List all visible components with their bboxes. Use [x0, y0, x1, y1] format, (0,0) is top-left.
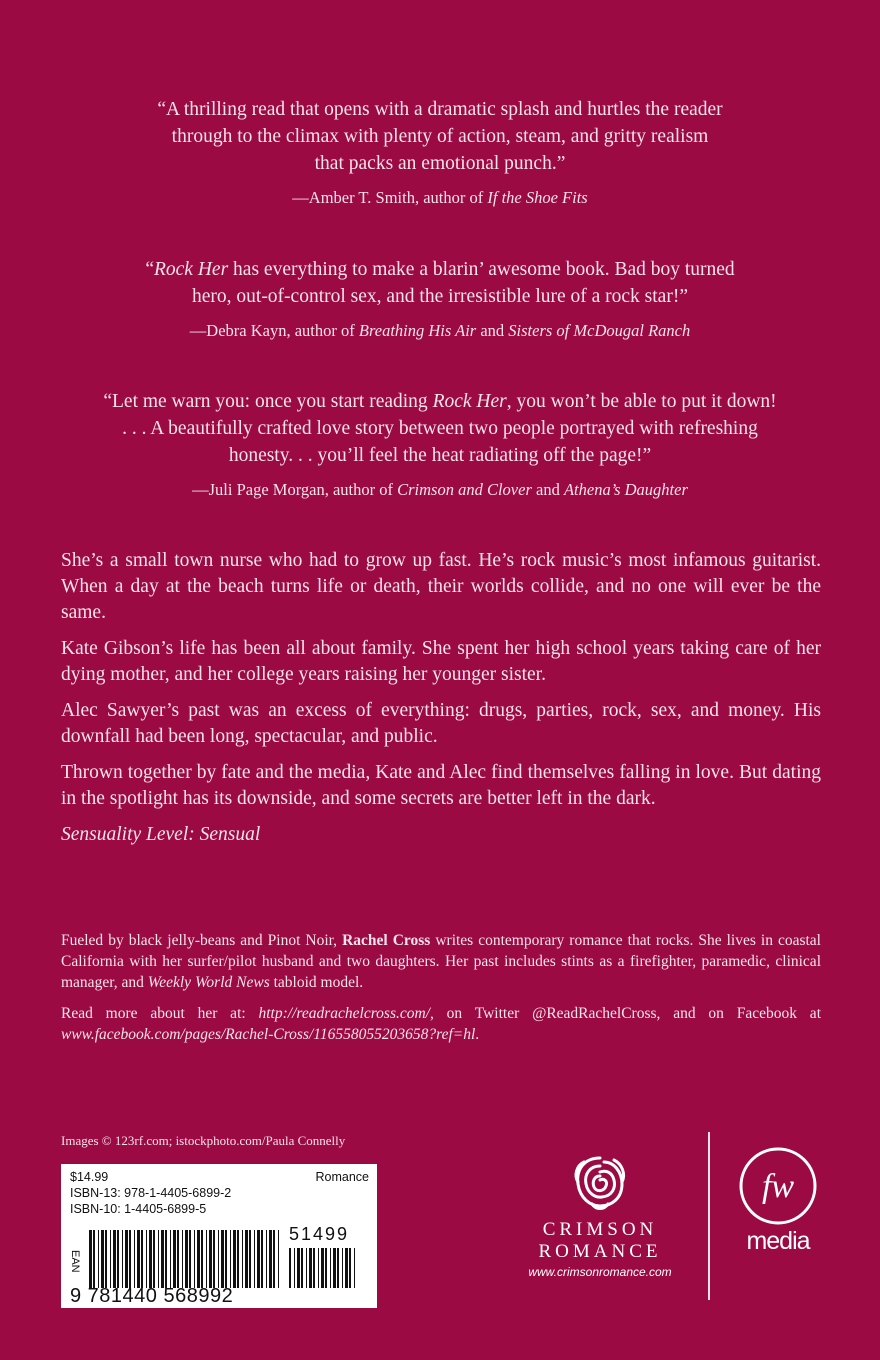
quote-attribution: [0, 187, 880, 209]
isbn-10: ISBN-10: 1-4405-6899-5: [70, 1202, 207, 1216]
author-name: Rachel Cross: [342, 932, 431, 949]
attribution-book-title: Crimson and Clover: [397, 480, 532, 499]
barcode-bar: [194, 1230, 195, 1288]
review-quote-1: [0, 96, 880, 209]
crimson-romance-logo: [500, 1152, 700, 1312]
quote-text: [0, 96, 880, 177]
bio-text: .: [475, 1026, 480, 1043]
sensuality-level-text: Sensuality Level: Sensual: [61, 824, 261, 845]
barcode-bar: [266, 1230, 267, 1288]
barcode-bar: [306, 1248, 307, 1288]
ean-barcode: [89, 1230, 281, 1288]
barcode-bar: [98, 1230, 99, 1288]
quote-line-text: has everything to make a blarin’ awesome book. Bad boy turned: [228, 259, 735, 280]
crimson-url: www.crimsonromance.com: [528, 1265, 672, 1279]
barcode-bar: [337, 1248, 339, 1288]
bio-paragraph: [61, 930, 821, 993]
fw-letters: fw: [761, 1168, 795, 1205]
ean-label: EAN: [69, 1250, 81, 1273]
quote-line-text: , you won’t be able to put it down!: [506, 391, 777, 412]
barcode-box: [61, 1164, 377, 1308]
barcode-bar: [313, 1248, 315, 1288]
barcode-bar: [230, 1230, 231, 1288]
publication-name: Weekly World News: [147, 974, 270, 991]
supplement-barcode: [289, 1248, 359, 1288]
barcode-bar: [289, 1248, 291, 1288]
price: $14.99: [70, 1170, 109, 1184]
barcode-bar: [101, 1230, 104, 1288]
barcode-bar: [333, 1248, 336, 1288]
attribution-author: —Debra Kayn, author of: [189, 321, 359, 340]
barcode-bar: [294, 1248, 295, 1288]
barcode-bar: [354, 1248, 355, 1288]
barcode-bar: [269, 1230, 272, 1288]
author-website: http://readrachelcross.com/: [258, 1005, 430, 1022]
rose-icon: [570, 1152, 630, 1214]
barcode-bar: [218, 1230, 219, 1288]
barcode-bar: [137, 1230, 140, 1288]
barcode-bar: [257, 1230, 260, 1288]
bio-paragraph: [61, 1003, 821, 1045]
barcode-bar: [309, 1248, 312, 1288]
crimson-name-line2: ROMANCE: [538, 1241, 662, 1262]
barcode-bar: [141, 1230, 143, 1288]
fw-media-text: media: [746, 1227, 810, 1255]
isbn-13: ISBN-13: 978-1-4405-6899-2: [70, 1186, 232, 1200]
quote-book-title: Rock Her: [432, 391, 507, 412]
author-bio: [61, 930, 821, 1055]
quote-line: that packs an emotional punch.”: [314, 153, 566, 174]
barcode-bar: [170, 1230, 171, 1288]
barcode-bar: [321, 1248, 324, 1288]
barcode-bar: [158, 1230, 159, 1288]
barcode-bar: [273, 1230, 275, 1288]
quote-line: through to the climax with plenty of action, steam, and gritty realism: [171, 126, 709, 147]
quote-line-text: “Let me warn you: once you start reading: [103, 391, 433, 412]
barcode-bar: [173, 1230, 176, 1288]
barcode-bar: [242, 1230, 243, 1288]
genre-label: Romance: [315, 1170, 369, 1184]
ean-digits: 9 781440 568992: [70, 1285, 234, 1307]
quote-mark: “: [145, 259, 154, 280]
barcode-bar: [345, 1248, 348, 1288]
quote-text: [0, 388, 880, 469]
barcode-bar: [89, 1230, 92, 1288]
barcode-bar: [245, 1230, 248, 1288]
blurb-paragraph: Alec Sawyer’s past was an excess of everything: drugs, parties, rock, sex, and money. His downfall had been long, spectacular, and public.: [61, 700, 821, 747]
barcode-bar: [125, 1230, 128, 1288]
barcode-bar: [165, 1230, 167, 1288]
barcode-bar: [146, 1230, 147, 1288]
barcode-bar: [105, 1230, 107, 1288]
quote-attribution: [0, 479, 880, 501]
barcode-bar: [189, 1230, 191, 1288]
quote-line: hero, out-of-control sex, and the irresistible lure of a rock star!”: [192, 286, 688, 307]
attribution-book-title: Sisters of McDougal Ranch: [508, 321, 691, 340]
bio-text: , on Twitter @ReadRachelCross, and on Facebook at: [429, 1005, 821, 1022]
barcode-bar: [225, 1230, 227, 1288]
attribution-book-title: Athena’s Daughter: [563, 480, 688, 499]
review-quote-2: [0, 256, 880, 342]
attribution-book-title: Breathing His Air: [358, 321, 477, 340]
blurb-paragraph: She’s a small town nurse who had to grow up fast. He’s rock music’s most infamous guitarist. When a day at the beach turns life or death, their worlds collide, and no one will ever be the same.: [61, 550, 821, 623]
crimson-name-line1: CRIMSON: [542, 1219, 658, 1240]
barcode-bar: [117, 1230, 119, 1288]
barcode-bar: [149, 1230, 152, 1288]
bio-text: tabloid model.: [269, 974, 364, 991]
barcode-bar: [201, 1230, 203, 1288]
barcode-bar: [221, 1230, 224, 1288]
barcode-bar: [110, 1230, 111, 1288]
barcode-bar: [297, 1248, 300, 1288]
barcode-bar: [153, 1230, 155, 1288]
barcode-bar: [254, 1230, 255, 1288]
attribution-author: —Juli Page Morgan, author of: [192, 480, 398, 499]
barcode-bar: [185, 1230, 188, 1288]
fw-circle-icon: [737, 1145, 819, 1227]
quote-attribution: [0, 320, 880, 342]
book-blurb: [61, 548, 821, 858]
quote-line: honesty. . . you’ll feel the heat radiating off the page!”: [228, 445, 652, 466]
attribution-conjunction: and: [531, 480, 564, 499]
attribution-author: —Amber T. Smith, author of: [292, 188, 488, 207]
barcode-bar: [161, 1230, 164, 1288]
barcode-bar: [213, 1230, 215, 1288]
blurb-paragraph: Kate Gibson’s life has been all about family. She spent her high school years taking care of her dying mother, and her college years raising her younger sister.: [61, 638, 821, 685]
barcode-bar: [197, 1230, 200, 1288]
barcode-bar: [342, 1248, 343, 1288]
barcode-bar: [93, 1230, 95, 1288]
author-facebook: www.facebook.com/pages/Rachel-Cross/116558055203658?ref=hl: [61, 1026, 476, 1043]
logo-divider: [708, 1132, 710, 1300]
barcode-bar: [301, 1248, 303, 1288]
barcode-bar: [209, 1230, 212, 1288]
quote-text: [0, 256, 880, 310]
barcode-bar: [182, 1230, 183, 1288]
blurb-paragraph: Thrown together by fate and the media, Kate and Alec find themselves falling in love. But dating in the spotlight has its downside, and some secrets are better left in the dark.: [61, 762, 821, 809]
quote-line: “A thrilling read that opens with a dramatic splash and hurtles the reader: [157, 99, 723, 120]
fw-media-logo: [737, 1145, 819, 1265]
bio-text: Fueled by black jelly-beans and Pinot Noir,: [61, 932, 343, 949]
bio-text: Read more about her at:: [61, 1005, 259, 1022]
barcode-bar: [261, 1230, 263, 1288]
barcode-bar: [249, 1230, 251, 1288]
barcode-bar: [349, 1248, 351, 1288]
barcode-bar: [113, 1230, 116, 1288]
barcode-bar: [129, 1230, 131, 1288]
image-credits: Images © 123rf.com; istockphoto.com/Paula Connelly: [61, 1133, 346, 1148]
attribution-book-title: If the Shoe Fits: [487, 188, 588, 207]
barcode-bar: [278, 1230, 279, 1288]
bio-text: writes contemporary romance that rocks. She lives in coastal California with her surfer/pilot husband and two daughters. Her past includes stints as a firefighter, paramedic, clinical manager, and: [61, 932, 821, 991]
review-quote-3: [0, 388, 880, 501]
barcode-bar: [177, 1230, 179, 1288]
barcode-bar: [206, 1230, 207, 1288]
quote-line: [0, 388, 880, 415]
barcode-bar: [134, 1230, 135, 1288]
sensuality-level: [61, 822, 821, 848]
quote-line: . . . A beautifully crafted love story between two people portrayed with refreshing: [122, 418, 758, 439]
quote-line: [0, 256, 880, 283]
barcode-bar: [237, 1230, 239, 1288]
barcode-bar: [330, 1248, 331, 1288]
barcode-bar: [233, 1230, 236, 1288]
barcode-bar: [318, 1248, 319, 1288]
attribution-conjunction: and: [476, 321, 509, 340]
barcode-bar: [122, 1230, 123, 1288]
barcode-bar: [325, 1248, 327, 1288]
quote-book-title: Rock Her: [153, 259, 229, 280]
supplement-digits: 51499: [289, 1224, 350, 1244]
